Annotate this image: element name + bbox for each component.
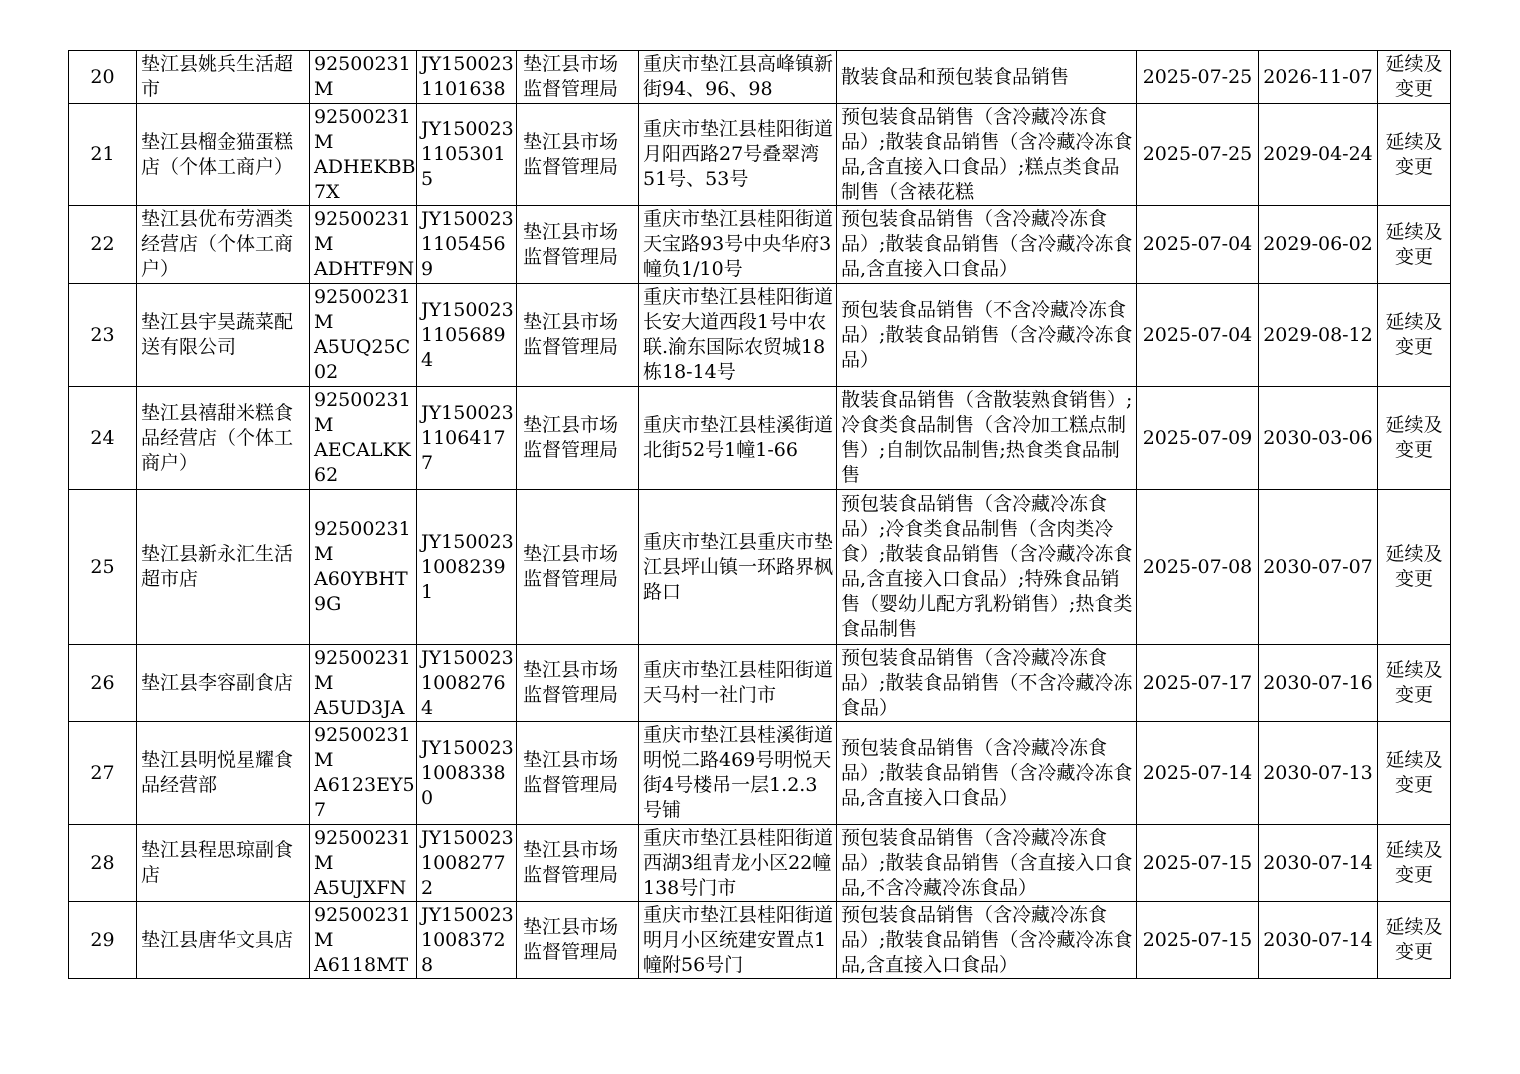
business-address-cell [639, 722, 837, 825]
business-address: 重庆市垫江县桂阳街道天宝路93号中央华府3幢负1/10号 [643, 208, 834, 280]
business-name-cell [137, 51, 310, 104]
issuing-authority-cell [517, 902, 639, 979]
issuing-authority: 垫江县市场 监督管理局 [523, 749, 619, 796]
license-number-cell [417, 722, 517, 825]
issue-date-cell [1137, 206, 1259, 284]
business-name-cell [137, 104, 310, 206]
table-row [69, 206, 1451, 284]
row-number-cell [69, 284, 137, 387]
issuing-authority: 垫江县市场 监督管理局 [523, 839, 619, 886]
business-scope-cell [837, 387, 1137, 490]
change-type-cell [1378, 902, 1451, 979]
credit-code: 92500231M ADHTF9N [314, 207, 415, 280]
business-scope: 预包装食品销售（含冷藏冷冻食品）;散装食品销售（含直接入口食品,不含冷藏冷冻食品） [841, 826, 1133, 899]
business-address: 重庆市垫江县桂阳街道天马村一社门市 [643, 659, 834, 706]
business-address: 重庆市垫江县重庆市垫江县坪山镇一环路界枫路口 [643, 530, 834, 603]
table-row [69, 825, 1451, 902]
issuing-authority: 垫江县市场 监督管理局 [523, 220, 619, 268]
row-number: 27 [90, 761, 115, 784]
credit-code-cell [310, 206, 417, 284]
expiry-date: 2030-07-14 [1263, 851, 1373, 874]
issue-date: 2025-07-14 [1142, 761, 1253, 784]
table-row [69, 902, 1451, 979]
issue-date-cell [1137, 902, 1259, 979]
credit-code: 92500231M A5UD3JA [314, 646, 411, 719]
row-number-cell [69, 206, 137, 284]
issue-date-cell [1137, 104, 1259, 206]
credit-code-cell [310, 722, 417, 825]
row-number-cell [69, 104, 137, 206]
business-address: 重庆市垫江县高峰镇新街94、96、98 [643, 53, 834, 100]
business-address-cell [639, 51, 837, 104]
issue-date: 2025-07-04 [1142, 233, 1253, 255]
business-scope-cell [837, 722, 1137, 825]
expiry-date-cell [1259, 51, 1378, 104]
business-address-cell [639, 387, 837, 490]
credit-code-cell [310, 104, 417, 206]
license-number: JY150023 10083728 [421, 903, 514, 976]
license-number: JY150023 11054569 [421, 208, 514, 280]
business-scope-cell [837, 902, 1137, 979]
credit-code: 92500231M ADHEKBB7X [314, 105, 416, 203]
license-number: JY150023 11053015 [421, 118, 514, 190]
credit-code: 92500231M A6118MT [314, 903, 411, 976]
issuing-authority-cell [517, 387, 639, 490]
business-scope: 预包装食品销售（含冷藏冷冻食品）;散装食品销售（含冷藏冷冻食品,含直接入口食品） [841, 208, 1133, 280]
expiry-date-cell [1259, 104, 1378, 206]
business-name-cell [137, 206, 310, 284]
license-number: JY150023 1101638 [421, 52, 514, 100]
license-number-cell [417, 490, 517, 645]
change-type: 延续及变更 [1385, 749, 1443, 796]
row-number-cell [69, 387, 137, 490]
issuing-authority: 垫江县市场 监督管理局 [523, 311, 619, 358]
row-number-cell [69, 490, 137, 645]
row-number-cell [69, 825, 137, 902]
license-number: JY150023 10082391 [421, 530, 514, 603]
row-number: 29 [90, 928, 115, 951]
expiry-date: 2030-07-07 [1263, 555, 1373, 578]
change-type-cell [1378, 284, 1451, 387]
change-type: 延续及变更 [1385, 130, 1443, 178]
business-address-cell [639, 104, 837, 206]
expiry-date-cell [1259, 490, 1378, 645]
license-number: JY150023 10082764 [421, 646, 514, 719]
business-scope-cell [837, 284, 1137, 387]
issue-date-cell [1137, 387, 1259, 490]
issuing-authority-cell [517, 825, 639, 902]
change-type: 延续及变更 [1385, 414, 1443, 461]
business-name-cell [137, 722, 310, 825]
license-number-cell [417, 645, 517, 722]
business-name: 垫江县唐华文具店 [141, 928, 294, 951]
business-scope-cell [837, 490, 1137, 645]
issuing-authority-cell [517, 284, 639, 387]
business-scope-cell [837, 51, 1137, 104]
issuing-authority-cell [517, 51, 639, 104]
table-row [69, 490, 1451, 645]
change-type-cell [1378, 104, 1451, 206]
credit-code-cell [310, 490, 417, 645]
change-type: 延续及变更 [1385, 659, 1443, 706]
row-number: 21 [90, 143, 115, 165]
business-scope-cell [837, 645, 1137, 722]
business-address: 重庆市垫江县桂溪街道北街52号1幢1-66 [643, 414, 834, 461]
business-scope: 预包装食品销售（含冷藏冷冻食品）;散装食品销售（含冷藏冷冻食品,含直接入口食品） [841, 903, 1133, 976]
issue-date-cell [1137, 51, 1259, 104]
business-name: 垫江县宇昊蔬菜配送有限公司 [141, 311, 294, 358]
business-scope: 散装食品销售（含散装熟食销售）;冷食类食品制售（含冷加工糕点制售）;自制饮品制售;热食类食品制售 [841, 389, 1133, 486]
change-type-cell [1378, 206, 1451, 284]
change-type-cell [1378, 490, 1451, 645]
table-row [69, 722, 1451, 825]
change-type: 延续及变更 [1385, 839, 1443, 886]
credit-code: 92500231M A6123EY57 [314, 724, 415, 821]
row-number: 23 [90, 323, 115, 346]
issue-date-cell [1137, 490, 1259, 645]
issuing-authority-cell [517, 490, 639, 645]
business-name: 垫江县优布劳酒类经营店（个体工商户） [141, 208, 294, 280]
license-number-cell [417, 387, 517, 490]
row-number: 25 [90, 555, 115, 578]
issue-date: 2025-07-25 [1142, 65, 1253, 88]
expiry-date: 2030-07-16 [1263, 671, 1373, 694]
credit-code-cell [310, 825, 417, 902]
row-number-cell [69, 51, 137, 104]
credit-code: 92500231M A5UJXFN [314, 826, 411, 899]
issue-date: 2025-07-09 [1142, 426, 1253, 449]
table-row [69, 284, 1451, 387]
issue-date-cell [1137, 645, 1259, 722]
expiry-date-cell [1259, 645, 1378, 722]
issue-date: 2025-07-04 [1142, 323, 1253, 346]
change-type: 延续及变更 [1385, 543, 1443, 590]
business-scope-cell [837, 206, 1137, 284]
business-scope: 散装食品和预包装食品销售 [841, 65, 1070, 88]
business-name-cell [137, 284, 310, 387]
business-name: 垫江县禧甜米糕食品经营店（个体工商户） [141, 401, 294, 474]
issue-date-cell [1137, 825, 1259, 902]
business-name: 垫江县李容副食店 [141, 671, 294, 694]
expiry-date-cell [1259, 387, 1378, 490]
business-address: 重庆市垫江县桂溪街道明悦二路469号明悦天街4号楼吊一层1.2.3号铺 [643, 724, 834, 821]
business-name: 垫江县明悦星耀食品经营部 [141, 749, 294, 796]
license-number-cell [417, 104, 517, 206]
credit-code: 92500231M A5UQ25C02 [314, 286, 411, 383]
issuing-authority: 垫江县市场 监督管理局 [523, 659, 619, 706]
business-address: 重庆市垫江县桂阳街道月阳西路27号叠翠湾51号、53号 [643, 118, 834, 190]
license-number-cell [417, 284, 517, 387]
change-type-cell [1378, 825, 1451, 902]
expiry-date: 2029-06-02 [1263, 233, 1373, 255]
change-type-cell [1378, 387, 1451, 490]
change-type: 延续及变更 [1385, 311, 1443, 358]
expiry-date-cell [1259, 206, 1378, 284]
expiry-date: 2026-11-07 [1263, 65, 1373, 88]
license-table [68, 50, 1451, 979]
expiry-date: 2030-07-14 [1263, 928, 1373, 951]
business-address: 重庆市垫江县桂阳街道西湖3组青龙小区22幢138号门市 [643, 826, 834, 899]
business-scope-cell [837, 104, 1137, 206]
credit-code-cell [310, 902, 417, 979]
issuing-authority: 垫江县市场 监督管理局 [523, 543, 619, 590]
change-type: 延续及变更 [1385, 53, 1443, 100]
license-number-cell [417, 51, 517, 104]
business-scope: 预包装食品销售（不含冷藏冷冻食品）;散装食品销售（含冷藏冷冻食品） [841, 298, 1133, 371]
expiry-date: 2030-07-13 [1263, 761, 1373, 784]
business-scope-cell [837, 825, 1137, 902]
business-name: 垫江县程思琼副食店 [141, 839, 294, 886]
business-name-cell [137, 387, 310, 490]
change-type: 延续及变更 [1385, 916, 1443, 963]
expiry-date: 2029-04-24 [1263, 143, 1373, 165]
change-type-cell [1378, 722, 1451, 825]
business-address: 重庆市垫江县桂阳街道明月小区统建安置点1幢附56号门 [643, 903, 834, 976]
expiry-date: 2030-03-06 [1263, 426, 1373, 449]
business-name-cell [137, 902, 310, 979]
business-name-cell [137, 825, 310, 902]
issuing-authority: 垫江县市场 监督管理局 [523, 916, 619, 963]
change-type: 延续及变更 [1385, 220, 1443, 268]
row-number: 26 [90, 671, 115, 694]
issuing-authority: 垫江县市场 监督管理局 [523, 414, 619, 461]
issue-date: 2025-07-17 [1142, 671, 1253, 694]
table-row [69, 387, 1451, 490]
license-number: JY150023 11064177 [421, 401, 514, 474]
license-number: JY150023 11056894 [421, 298, 514, 371]
change-type-cell [1378, 51, 1451, 104]
row-number-cell [69, 645, 137, 722]
issuing-authority-cell [517, 722, 639, 825]
business-scope: 预包装食品销售（含冷藏冷冻食品）;散装食品销售（不含冷藏冷冻食品） [841, 646, 1133, 719]
business-address-cell [639, 825, 837, 902]
license-number-cell [417, 825, 517, 902]
business-name: 垫江县榴金猫蛋糕店（个体工商户） [141, 130, 294, 178]
issue-date: 2025-07-25 [1142, 143, 1253, 165]
issue-date: 2025-07-08 [1142, 555, 1253, 578]
license-number-cell [417, 902, 517, 979]
credit-code-cell [310, 387, 417, 490]
business-address-cell [639, 284, 837, 387]
issue-date: 2025-07-15 [1142, 851, 1253, 874]
business-address-cell [639, 645, 837, 722]
expiry-date-cell [1259, 284, 1378, 387]
business-name: 垫江县新永汇生活超市店 [141, 543, 294, 590]
credit-code: 92500231M [314, 52, 411, 100]
expiry-date-cell [1259, 722, 1378, 825]
credit-code-cell [310, 51, 417, 104]
credit-code-cell [310, 284, 417, 387]
business-name-cell [137, 645, 310, 722]
row-number: 24 [90, 426, 115, 449]
row-number-cell [69, 902, 137, 979]
table-row [69, 104, 1451, 206]
row-number: 28 [90, 851, 115, 874]
business-name-cell [137, 490, 310, 645]
issuing-authority: 垫江县市场 监督管理局 [523, 130, 619, 178]
license-number: JY150023 10083380 [421, 736, 514, 809]
issuing-authority: 垫江县市场 监督管理局 [523, 53, 619, 100]
business-address-cell [639, 490, 837, 645]
issuing-authority-cell [517, 104, 639, 206]
business-address-cell [639, 206, 837, 284]
business-scope: 预包装食品销售（含冷藏冷冻食品）;散装食品销售（含冷藏冷冻食品,含直接入口食品）;糕点类食品制售（含裱花糕 [841, 105, 1133, 203]
business-scope: 预包装食品销售（含冷藏冷冻食品）;冷食类食品制售（含肉类冷食）;散装食品销售（含冷藏冷冻食品,含直接入口食品）;特殊食品销售（婴幼儿配方乳粉销售）;热食类食品制售 [841, 493, 1133, 640]
credit-code: 92500231M AECALKK62 [314, 389, 411, 486]
issuing-authority-cell [517, 645, 639, 722]
expiry-date-cell [1259, 825, 1378, 902]
row-number: 22 [90, 233, 115, 255]
issue-date-cell [1137, 284, 1259, 387]
credit-code: 92500231M A60YBHT9G [314, 518, 411, 615]
expiry-date: 2029-08-12 [1263, 323, 1373, 346]
issuing-authority-cell [517, 206, 639, 284]
business-name: 垫江县姚兵生活超市 [141, 53, 294, 100]
expiry-date-cell [1259, 902, 1378, 979]
table-row [69, 645, 1451, 722]
change-type-cell [1378, 645, 1451, 722]
table-row [69, 51, 1451, 104]
license-number: JY150023 10082772 [421, 826, 514, 899]
row-number-cell [69, 722, 137, 825]
issue-date-cell [1137, 722, 1259, 825]
row-number: 20 [90, 65, 115, 88]
license-number-cell [417, 206, 517, 284]
business-address: 重庆市垫江县桂阳街道长安大道西段1号中农联.渝东国际农贸城18栋18-14号 [643, 286, 834, 383]
business-scope: 预包装食品销售（含冷藏冷冻食品）;散装食品销售（含冷藏冷冻食品,含直接入口食品） [841, 736, 1133, 809]
credit-code-cell [310, 645, 417, 722]
issue-date: 2025-07-15 [1142, 928, 1253, 951]
business-address-cell [639, 902, 837, 979]
